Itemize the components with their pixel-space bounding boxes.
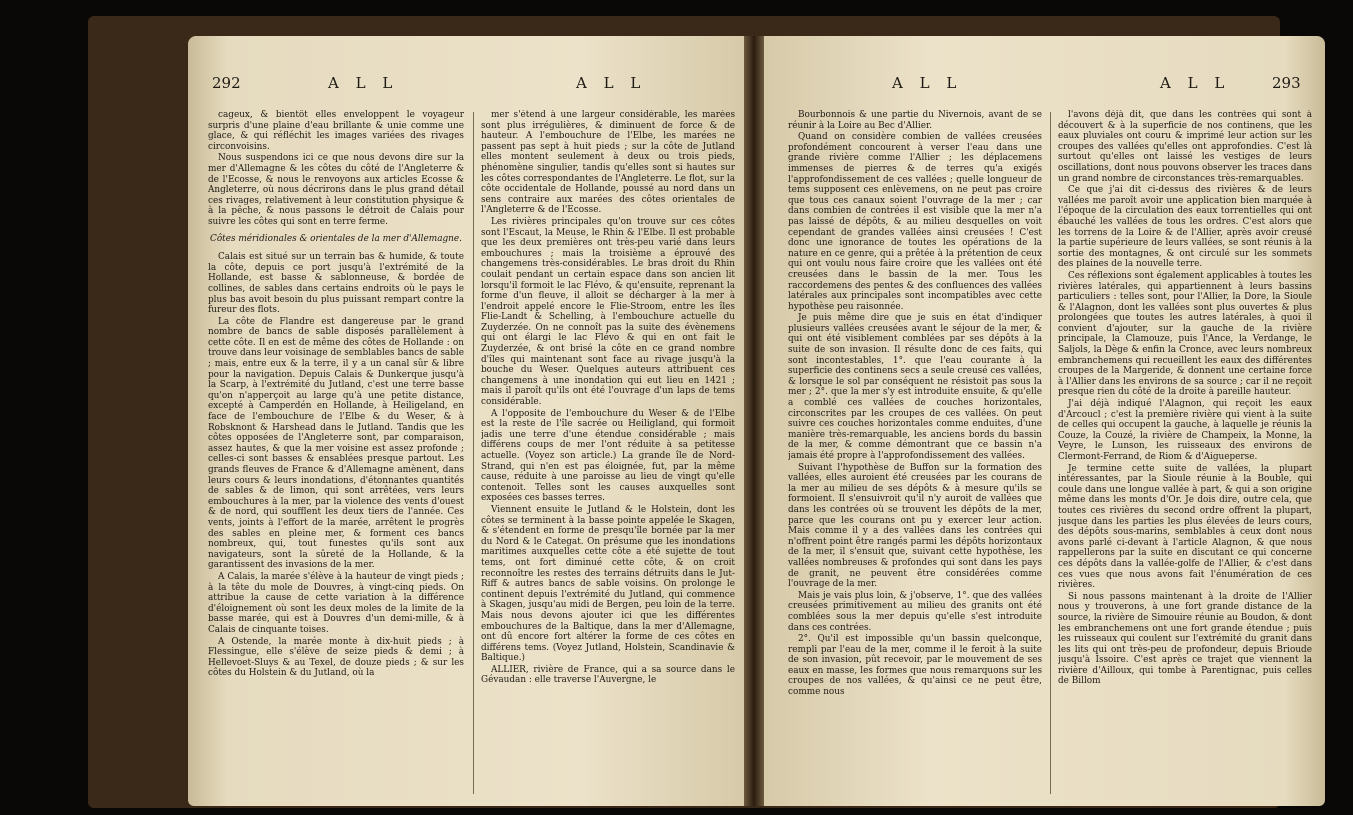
paragraph: A l'opposite de l'embouchure du Weser & de l'Elbe est la reste de l'île sacrée ou Heiligland, qui formoit jadis une terre d'une étendue considérable ; mais différens coups de mer l'ont réduite à sa petitesse actuelle. (Voyez son article.) La grande île de Nord-Strand, qui n'en est pas éloignée, fut, par la même cause, réduite à une paroisse au lieu de vingt qu'elle contenoit. Telles sont les causes auxquelles sont exposées ces basses terres. bbox=[481, 408, 735, 504]
paragraph: J'ai déjà indiqué l'Alagnon, qui reçoit les eaux d'Arcoucl ; c'est la première rivière qui vient à la suite de celles qui occupent la gauche, à laquelle je réunis la Couze, la Couzé, la rivière de Champeix, la Monne, la Veyre, le Lunson, les ruisseaux des environs de Clermont-Ferrand, de Riom & d'Aigueperse. bbox=[1058, 399, 1312, 462]
paragraph: 2°. Qu'il est impossible qu'un bassin quelconque, rempli par l'eau de la mer, comme il le feroit à la suite de son invasion, pût recevoir, par le mouvement de ses eaux en masse, les formes que nous remarquons sur les croupes de nos vallées, & qu'ainsi ce ne peut être, comme nous bbox=[788, 634, 1042, 698]
paragraph: ALLIER, rivière de France, qui a sa source dans le Gévaudan : elle traverse l'Auvergne, le bbox=[481, 664, 735, 686]
paragraph: Les rivières principales qu'on trouve sur ces côtes sont l'Escaut, la Meuse, le Rhin & l'Elbe. Il est probable que les deux premières ont très-peu varié dans leurs embouchures ; mais la troisième a éprouvé des changemens très-considérables. Le bras droit du Rhin coulait pendant un certain espace dans son ancien lit lorsqu'il formoit le lac Flévo, & qu'ensuite, reprenant la forme d'un fleuve, il alloit se décharger à la mer à l'endroit appelé encore le Flie-Stroom, entre les îles Flie-Landt & Schelling, à l'embouchure actuelle du Zuyderzée. On ne connoît pas la suite des évènemens qui ont élargi le lac Flévo & qui en ont fait le Zuyderzée, & ont brisé la côte en ce grand nombre d'îles qui maintenant sont face au rivage jusqu'à la bouche du Weser. Quelques auteurs attribuent ces changemens à une inondation qui eut lieu en 1421 ; mais il paroît qu'ils ont été l'ouvrage d'un laps de tems considérable. bbox=[481, 216, 735, 408]
paragraph: Viennent ensuite le Jutland & le Holstein, dont les côtes se terminent à la basse pointe appelée le Skagen, & s'étendent en forme de presqu'île bornée par la mer du Nord & le Categat. On présume que les inondations maritimes auxquelles cette côte a été sujette de tout tems, ont fort diminué cette côte, & on croit reconnoître les restes des terrains détruits dans le Jut-Riff & autres bancs de sable voisins. On prolonge le continent depuis l'extrémité du Jutland, qui commence à Skagen, jusqu'au midi de Bergen, peu loin de la terre. Mais nous devons ajouter ici que les différentes embouchures de la Baltique, dans la mer d'Allemagne, ont dû encore fort altérer la forme de ces côtes en différens tems. (Voyez Jutland, Holstein, Scandinavie & Baltique.) bbox=[481, 504, 735, 664]
paragraph: Si nous passons maintenant à la droite de l'Allier nous y trouverons, à une fort grande distance de la source, la rivière de Simouire réunie au Boudon, & dont les embranchemens ont une fort grande étendue ; puis les ruisseaux qui coulent sur l'extrémité du granit dans les lits qui ont très-peu de profondeur, depuis Brioude jusqu'à Issoire. C'est après ce trajet que viennent la rivière d'Ailloux, qui tombe à Parentignac, puis celles de Billom bbox=[1058, 591, 1312, 687]
paragraph: l'avons déjà dit, que dans les contrées qui sont à découvert & à la superficie de nos continens, que les eaux pluviales ont couru & imprimé leur action sur les croupes des vallées qu'elles ont approfondies. C'est là surtout qu'elles ont laissé les vestiges de leurs oscillations, dont nous pouvons observer les traces dans un grand nombre de circonstances très-remarquables. bbox=[1058, 110, 1312, 184]
column-rule bbox=[473, 112, 474, 794]
paragraph: A Ostende, la marée monte à dix-huit pieds ; à Flessingue, elle s'élève de seize pieds & demi ; à Hellevoet-Sluys & au Texel, de douze pieds ; & sur les côtes du Holstein & du Jutland, où la bbox=[208, 636, 464, 679]
paragraph: Bourbonnois & une partie du Nivernois, avant de se réunir à la Loire au Bec d'Allier. bbox=[788, 110, 1042, 131]
paragraph: Nous suspendons ici ce que nous devons dire sur la mer d'Allemagne & les côtes du côté de l'Angleterre & de l'Ecosse, & nous le renvoyons aux articles Ecosse & Angleterre, où nous décrirons dans le plus grand détail ces rivages, relativement à leur constitution physique & à la pêche, & nous passons le détroit de Calais pour suivre les côtes qui sont en terre ferme. bbox=[208, 153, 464, 227]
headword: A L L bbox=[328, 74, 399, 92]
page-number: 293 bbox=[1272, 74, 1301, 92]
book-spread bbox=[88, 16, 1312, 808]
section-heading: Côtes méridionales & orientales de la mer d'Allemagne. bbox=[210, 233, 462, 244]
book-gutter bbox=[744, 36, 764, 806]
paragraph: Mais je vais plus loin, & j'observe, 1°. que des vallées creusées primitivement au milieu des granits ont été comblées sous la mer depuis qu'elle s'est introduite dans ces contrées. bbox=[788, 590, 1042, 633]
paragraph: cageux, & bientôt elles enveloppent le voyageur surpris d'une plaine d'eau brillante & unie comme une glace, & qui réfléchit les images variées des rivages circonvoisins. bbox=[208, 110, 464, 152]
paragraph: A Calais, la marée s'élève à la hauteur de vingt pieds ; à la tête du mole de Douvres, à vingt-cinq pieds. On attribue la cause de cette variation à la différence d'éloignement où sont les deux moles de la limite de la basse marée, qui est à Douvres d'un demi-mille, & à Calais de cinquante toises. bbox=[208, 571, 464, 635]
paragraph: Je termine cette suite de vallées, la plupart intéressantes, par la Sioule réunie à la Bouble, qui coule dans une longue vallée à part, & qui a son origine même dans les monts d'Or. Je dois dire, outre cela, que toutes ces rivières du second ordre offrent la plupart, jusque dans les parties les plus élevées de leurs cours, des dépôts sous-marins, semblables à ceux dont nous avons parlé ci-devant à l'article Alagnon, & que nous rappellerons par la suite en discutant ce qui concerne ces dépôts dans la vallée-golfe de l'Allier, & c'est dans ces vues que nous avons fait l'énumération de ces rivières. bbox=[1058, 463, 1312, 591]
headword: A L L bbox=[892, 74, 963, 92]
paragraph: Quand on considère combien de vallées creusées profondément concourent à verser l'eau dans une grande rivière comme l'Allier ; les déplacemens immenses de pierres & de terres qu'a exigés l'approfondissement de ces vallées ; quelle longueur de tems supposent ces enlèvemens, on ne peut pas croire que tous ces canaux soient l'ouvrage de la mer ; car dans combien de contrées il est visible que la mer n'a pas laissé de dépôts, & au milieu desquelles on voit cependant de grandes vallées ainsi creusées ! C'est donc une ignorance de toutes les opérations de la nature en ce genre, qui a prêtée à la prétention de ceux qui ont voulu nous faire croire que les vallées ont été creusées dans le bassin de la mer. Tous les raccordemens des pentes & des confluences des vallées latérales aux principales sont incompatibles avec cette hypothèse peu raisonnée. bbox=[788, 132, 1042, 312]
right-running-head bbox=[760, 74, 1325, 98]
column-rule bbox=[1050, 112, 1051, 794]
headword: A L L bbox=[576, 74, 647, 92]
paragraph: Ces réflexions sont également applicables à toutes les rivières latérales, qui appartiennent à leurs bassins particuliers : telles sont, pour l'Allier, la Dore, la Sioule & l'Alagnon, dont les vallées sont plus ouvertes & plus prolongées que toutes les autres latérales, à quoi il convient d'ajouter, sur la gauche de la rivière principale, la Clamouze, puis l'Ance, la Verdange, le Saljols, la Dège & enfin la Cronce, avec leurs nombreux embranchemens qui recueillent les eaux des différentes croupes de la Margeride, & donnent une certaine force à l'Allier dans les environs de sa source ; car il ne reçoit presque rien du côté de la droite à pareille hauteur. bbox=[1058, 270, 1312, 398]
paragraph: La côte de Flandre est dangereuse par le grand nombre de bancs de sable disposés parallèlement à cette côte. Il en est de même des côtes de Hollande : on trouve dans leur voisinage de semblables bancs de sable ; mais, entre eux & la terre, il y a un canal sûr & libre pour la navigation. Depuis Calais & Dunkerque jusqu'à la Scarp, à l'extrémité du Jutland, c'est une terre basse qu'on n'apperçoit au large qu'à une petite distance, excepté à Camperdén en Hollande, à Heiligeland, en face de l'embouchure de l'Elbe & du Weser, & à Robsknont & Harshead dans le Jutland. Tandis que les côtes opposées de l'Angleterre sont, par comparaison, assez hautes, & que la mer voisine est assez profonde ; celles-ci sont basses & ensablées presque partout. Les grands fleuves de France & d'Allemagne amènent, dans leurs cours & leurs inondations, d'étonnantes quantités de sables & de limon, qui sont arrêtées, vers leurs embouchures à la mer, par la violence des vents d'ouest & de nord, qui soufflent les deux tiers de l'année. Ces vents, joints à l'effort de la marée, arrêtent le progrès des sables en pleine mer, & forment ces bancs nombreux, qui, tout funestes qu'ils sont aux navigateurs, sont la sûreté de la Hollande, & la garantissent des invasions de la mer. bbox=[208, 316, 464, 571]
text-column bbox=[481, 110, 735, 806]
paragraph: Ce que j'ai dit ci-dessus des rivières & de leurs vallées me paroît avoir une application bien marquée à l'époque de la circulation des eaux torrentielles qui ont ébauché les vallées de tous les ordres. C'est alors que les torrens de la Loire & de l'Allier, après avoir creusé la partie supérieure de leurs vallées, se sont réunis à la sortie des montagnes, & ont circulé sur les sommets des plaines de la nouvelle terre. bbox=[1058, 185, 1312, 270]
text-column bbox=[1058, 110, 1312, 806]
paragraph: Je puis même dire que je suis en état d'indiquer plusieurs vallées creusées avant le séjour de la mer, & qui ont été visiblement comblées par ses dépôts à la suite de son invasion. Il résulte donc de ces faits, qui sont incontestables, 1°. que l'eau courante à la superficie des continens secs a seule creusé ces vallées, & lorsque le sol par conséquent ne résistoit pas sous la mer ; 2°. que la mer s'y est introduite ensuite, & qu'elle a comblé ces vallées de couches horizontales, circonscrites par les croupes de ces vallées. On peut suivre ces couches horizontales comme enduites, d'une manière très-remarquable, les anciens bords du bassin de la mer, & comme démontrant que ce bassin n'a jamais été propre à l'approfondissement des vallées. bbox=[788, 313, 1042, 461]
paragraph: mer s'étend à une largeur considérable, les marées sont plus irrégulières, & diminuent de force & de hauteur. A l'embouchure de l'Elbe, les marées ne passent pas sept à huit pieds ; sur la côte de Jutland elles montent seulement à deux ou trois pieds, phénomène singulier, tandis qu'elles sont si hautes sur les côtes correspondantes de l'Angleterre. Le flot, sur la côte occidentale de Hollande, poussé au nord dans un sens contraire aux marées des côtes orientales de l'Angleterre & de l'Ecosse. bbox=[481, 110, 735, 216]
paragraph: Suivant l'hypothèse de Buffon sur la formation des vallées, elles auroient été creusées par les courans de la mer au milieu de ses dépôts & à mesure qu'ils se formoient. Il s'ensuivroit qu'il n'y auroit de vallées que dans les contrées où se trouvent les dépôts de la mer, parce que les courans ont pu y exercer leur action. Mais comme il y a des vallées dans les contrées qui n'offrent point être rangés parmi les dépôts horizontaux de la mer, il s'ensuit que, suivant cette hypothèse, les vallées nombreuses & profondes qui sont dans les pays de granit, ne peuvent être considérées comme l'ouvrage de la mer. bbox=[788, 462, 1042, 590]
text-column bbox=[788, 110, 1042, 806]
left-page bbox=[188, 36, 748, 806]
text-column bbox=[208, 110, 464, 806]
left-running-head bbox=[188, 74, 748, 98]
right-page bbox=[760, 36, 1325, 806]
paragraph: Calais est situé sur un terrain bas & humide, & toute la côte, depuis ce port jusqu'à l'extrémité de la Hollande, est basse & sablonneuse, & bordée de collines, de sables dans certains endroits où le pays le plus bas avoit besoin du plus puissant rempart contre la fureur des flots. bbox=[208, 252, 464, 316]
page-number: 292 bbox=[212, 74, 241, 92]
headword: A L L bbox=[1160, 74, 1231, 92]
